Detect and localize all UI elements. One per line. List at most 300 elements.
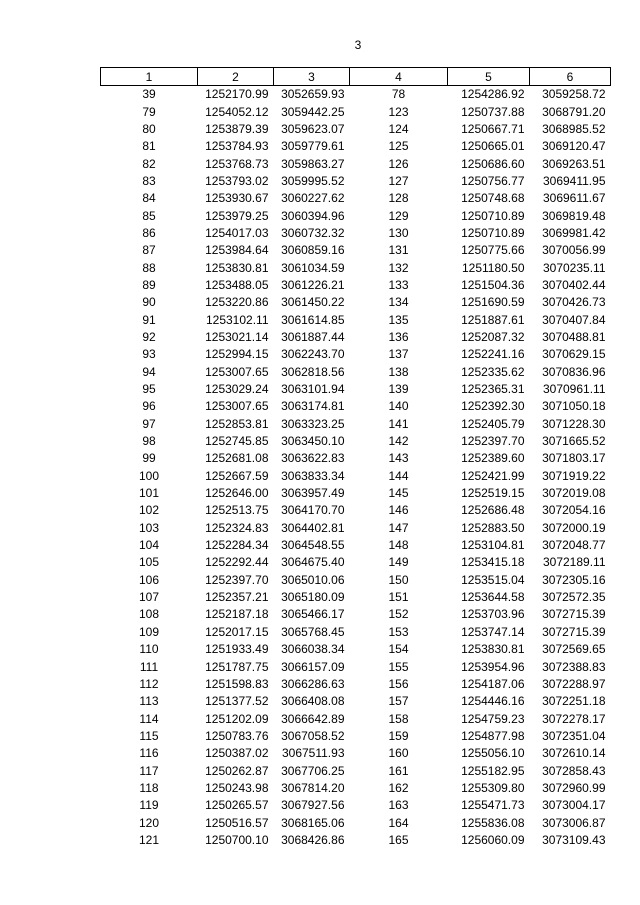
table-cell: 3066642.89 (281, 711, 345, 726)
table-cell: 112 (139, 676, 159, 691)
table-cell: 100 (138, 468, 160, 483)
table-cell: 1250710.89 (461, 225, 525, 240)
table-cell: 1250262.87 (205, 763, 269, 778)
table-cell: 3067058.52 (281, 728, 345, 743)
table-cell: 3072715.39 (542, 607, 606, 622)
table-cell: 3071919.22 (542, 468, 606, 483)
table-cell: 3070961.11 (542, 382, 606, 397)
table-cell: 136 (388, 329, 409, 344)
table-row (101, 173, 611, 190)
table-cell: 145 (388, 486, 409, 501)
table-cell: 1252994.15 (205, 347, 269, 362)
table-cell: 3071803.17 (542, 451, 606, 466)
table-cell: 162 (388, 780, 409, 795)
table-cell: 1251690.59 (461, 295, 525, 310)
table-cell: 128 (388, 191, 409, 206)
table-cell: 90 (142, 295, 156, 310)
table-row (101, 381, 611, 398)
table-cell: 1253029.24 (205, 382, 269, 397)
table-row (101, 121, 611, 138)
column-header: 6 (530, 68, 611, 86)
table-cell: 3073004.17 (542, 798, 606, 813)
table-cell: 1252389.60 (461, 451, 525, 466)
table-cell: 78 (391, 87, 406, 102)
table-cell: 3063174.81 (281, 399, 345, 414)
table-row (101, 762, 611, 779)
table-cell: 165 (388, 832, 409, 847)
table-cell: 3070426.73 (542, 295, 606, 310)
table-cell: 131 (388, 243, 409, 258)
table-cell: 110 (139, 642, 159, 657)
table-cell: 3059442.25 (281, 104, 345, 119)
table-cell: 1252392.30 (461, 399, 525, 414)
table-cell: 126 (388, 156, 409, 171)
table-cell: 3068791.20 (542, 104, 606, 119)
table-cell: 3061614.85 (281, 312, 345, 327)
table-cell: 1253007.65 (205, 364, 269, 379)
table-cell: 1252681.08 (205, 451, 269, 466)
table-cell: 1253021.14 (205, 329, 269, 344)
table-cell: 143 (388, 451, 409, 466)
table-cell: 1252646.00 (205, 486, 269, 501)
table-row (101, 624, 611, 641)
table-cell: 1254017.03 (205, 225, 269, 240)
table-cell: 3068165.06 (281, 815, 345, 830)
table-cell: 95 (142, 382, 156, 397)
table-cell: 160 (388, 746, 409, 761)
table-cell: 1253104.81 (461, 538, 525, 553)
table-cell: 3064548.55 (281, 538, 345, 553)
table-cell: 1250710.89 (461, 208, 525, 223)
table-cell: 3059623.07 (281, 121, 345, 136)
table-cell: 111 (139, 659, 159, 674)
table-cell: 3060732.32 (281, 225, 345, 240)
table-cell: 86 (142, 225, 156, 240)
table-cell: 1252397.70 (205, 572, 269, 587)
column-header: 3 (274, 68, 350, 86)
table-cell: 155 (388, 659, 409, 674)
table-cell: 1253979.25 (205, 208, 269, 223)
table-cell: 1253703.96 (461, 607, 525, 622)
table-cell: 3059779.61 (281, 139, 345, 154)
table-cell: 3069819.48 (542, 208, 606, 223)
table-cell: 3060859.16 (281, 243, 345, 258)
table-row (101, 294, 611, 311)
table-cell: 1253488.05 (205, 277, 269, 292)
table-cell: 3067814.20 (281, 780, 345, 795)
table-cell: 3061226.21 (281, 277, 345, 292)
table-cell: 1250748.68 (461, 191, 525, 206)
table-cell: 1253830.81 (205, 260, 269, 275)
table-cell: 1252292.44 (205, 555, 269, 570)
table-cell: 3072388.83 (542, 659, 606, 674)
table-cell: 3059863.27 (281, 156, 345, 171)
table-cell: 1253747.14 (461, 624, 525, 639)
table-row (101, 103, 611, 120)
table-row (101, 641, 611, 658)
table-cell: 3072715.39 (542, 624, 606, 639)
table-cell: 1253515.04 (461, 572, 525, 587)
table-row (101, 329, 611, 346)
table-cell: 3069611.67 (542, 191, 606, 206)
table-cell: 153 (388, 624, 409, 639)
table-cell: 3066157.09 (281, 659, 345, 674)
table-cell: 1252745.85 (205, 434, 269, 449)
table-cell: 104 (138, 538, 160, 553)
table-row (101, 745, 611, 762)
column-header: 2 (198, 68, 274, 86)
table-row (101, 572, 611, 589)
table-cell: 3059995.52 (281, 173, 345, 188)
table-row (101, 520, 611, 537)
table-cell: 1251202.09 (205, 711, 269, 726)
table-cell: 1253102.11 (205, 312, 269, 327)
table-cell: 1255182.95 (461, 763, 525, 778)
table-row (101, 346, 611, 363)
table-cell: 132 (388, 260, 409, 275)
table-cell: 79 (142, 104, 156, 119)
table-cell: 148 (388, 538, 409, 553)
table-cell: 97 (142, 416, 156, 431)
table-cell: 1252357.21 (205, 590, 269, 605)
table-cell: 158 (388, 711, 409, 726)
table-cell: 3067511.93 (281, 746, 345, 761)
coordinates-table (100, 67, 611, 849)
table-cell: 1250665.01 (461, 139, 525, 154)
table-cell: 3072858.43 (542, 763, 606, 778)
table-cell: 3072305.16 (542, 572, 606, 587)
table-cell: 3069263.51 (542, 156, 606, 171)
table-cell: 156 (388, 676, 409, 691)
table-cell: 1252284.34 (205, 538, 269, 553)
table-cell: 3064170.70 (281, 503, 345, 518)
table-cell: 1250700.10 (205, 832, 269, 847)
table-cell: 3072278.17 (542, 711, 606, 726)
table-cell: 149 (388, 555, 409, 570)
column-header: 1 (101, 68, 198, 86)
table-cell: 1252883.50 (461, 520, 525, 535)
table-cell: 114 (139, 711, 159, 726)
table-cell: 150 (388, 572, 409, 587)
table-cell: 1252170.99 (205, 87, 269, 102)
table-cell: 3062818.56 (281, 364, 345, 379)
table-cell: 141 (388, 416, 409, 431)
table-cell: 3065466.17 (281, 607, 345, 622)
table-cell: 1251933.49 (205, 642, 269, 657)
table-cell: 1254759.23 (461, 711, 525, 726)
table-row (101, 433, 611, 450)
table-cell: 3065180.09 (281, 590, 345, 605)
table-cell: 3065010.06 (281, 572, 345, 587)
table-cell: 102 (138, 503, 160, 518)
table-row (101, 832, 611, 849)
table-cell: 3063833.34 (281, 468, 345, 483)
table-cell: 161 (388, 763, 409, 778)
table-cell: 1250775.66 (461, 243, 525, 258)
table-cell: 1251377.52 (205, 694, 269, 709)
table-row (101, 814, 611, 831)
table-cell: 1252397.70 (461, 434, 525, 449)
table-cell: 1254446.16 (461, 694, 525, 709)
table-cell: 164 (388, 815, 409, 830)
table-cell: 1253954.96 (461, 659, 525, 674)
table-row (101, 502, 611, 519)
table-cell: 1252853.81 (205, 416, 269, 431)
table-cell: 1252087.32 (461, 329, 525, 344)
table-cell: 84 (142, 191, 156, 206)
table-cell: 3072251.18 (542, 694, 606, 709)
table-cell: 3070629.15 (542, 347, 606, 362)
table-row (101, 485, 611, 502)
table-cell: 3072960.99 (542, 780, 606, 795)
table-cell: 109 (138, 624, 160, 639)
table-cell: 82 (142, 156, 156, 171)
table-cell: 157 (388, 694, 409, 709)
table-cell: 101 (138, 486, 160, 501)
table-row (101, 676, 611, 693)
table-cell: 1255309.80 (461, 780, 525, 795)
table-cell: 1255056.10 (461, 746, 525, 761)
table-cell: 1252421.99 (461, 468, 525, 483)
table-cell: 140 (388, 399, 409, 414)
table-cell: 139 (388, 382, 409, 397)
table-cell: 1254052.12 (205, 104, 269, 119)
table-cell: 1250265.57 (205, 798, 269, 813)
table-cell: 91 (142, 312, 156, 327)
table-cell: 3061450.22 (281, 295, 345, 310)
table-cell: 89 (142, 277, 156, 292)
table-cell: 138 (388, 364, 409, 379)
table-cell: 1251887.61 (461, 312, 525, 327)
table-cell: 119 (139, 798, 159, 813)
table-cell: 108 (138, 607, 160, 622)
table-cell: 3070836.96 (542, 364, 606, 379)
table-cell: 83 (142, 173, 156, 188)
table-cell: 1252405.79 (461, 416, 525, 431)
table-cell: 1254286.92 (461, 87, 525, 102)
table-cell: 1254877.98 (461, 728, 525, 743)
table-row (101, 86, 611, 104)
table-cell: 147 (388, 520, 409, 535)
table-cell: 3063323.25 (281, 416, 345, 431)
table-cell: 1251598.83 (205, 676, 269, 691)
table-row (101, 242, 611, 259)
table-cell: 1253830.81 (461, 642, 525, 657)
table-cell: 123 (388, 104, 409, 119)
table-cell: 1253984.64 (205, 243, 269, 258)
table-cell: 3060227.62 (281, 191, 345, 206)
table-cell: 3072288.97 (542, 676, 606, 691)
table-cell: 3072351.04 (542, 728, 606, 743)
table-cell: 133 (388, 277, 409, 292)
table-row (101, 190, 611, 207)
table-cell: 3072000.19 (542, 520, 606, 535)
table-cell: 134 (388, 295, 409, 310)
table-cell: 3072610.14 (542, 746, 606, 761)
table-cell: 135 (388, 312, 409, 327)
table-cell: 3070407.84 (542, 312, 606, 327)
table-row (101, 589, 611, 606)
table-cell: 3070056.99 (542, 243, 606, 258)
table-cell: 130 (388, 225, 409, 240)
table-row (101, 797, 611, 814)
table-cell: 1251787.75 (205, 659, 269, 674)
table-cell: 116 (139, 746, 159, 761)
table-cell: 113 (139, 694, 159, 709)
table-row (101, 398, 611, 415)
table-cell: 1252187.18 (205, 607, 269, 622)
table-cell: 3064402.81 (281, 520, 345, 535)
table-row (101, 780, 611, 797)
table-cell: 1250243.98 (205, 780, 269, 795)
table-cell: 3061034.59 (281, 260, 345, 275)
table-cell: 1252241.16 (461, 347, 525, 362)
table-row (101, 225, 611, 242)
table-cell: 1250387.02 (205, 746, 269, 761)
table-row (101, 364, 611, 381)
table-cell: 3063450.10 (281, 434, 345, 449)
table-cell: 105 (138, 555, 160, 570)
table-row (101, 155, 611, 172)
table-cell: 96 (142, 399, 156, 414)
table-cell: 106 (138, 572, 160, 587)
table-row (101, 554, 611, 571)
table-cell: 1253415.18 (461, 555, 525, 570)
table-cell: 1253930.67 (205, 191, 269, 206)
table-cell: 85 (142, 208, 156, 223)
table-cell: 120 (138, 815, 160, 830)
table-cell: 3071228.30 (542, 416, 606, 431)
table-cell: 103 (138, 520, 160, 535)
table-cell: 3063101.94 (281, 382, 345, 397)
table-body (101, 86, 611, 850)
table-cell: 3067927.56 (281, 798, 345, 813)
table-cell: 3070488.81 (542, 329, 606, 344)
table-cell: 3072048.77 (542, 538, 606, 553)
table-cell: 3066408.08 (281, 694, 345, 709)
table-cell: 144 (388, 468, 409, 483)
table-cell: 1253879.39 (205, 121, 269, 136)
table-row (101, 277, 611, 294)
table-cell: 1250516.57 (205, 815, 269, 830)
table-cell: 163 (388, 798, 409, 813)
table-cell: 1254187.06 (461, 676, 525, 691)
table-cell: 3072569.65 (542, 642, 606, 657)
column-header: 4 (350, 68, 448, 86)
table-cell: 107 (138, 590, 160, 605)
table-cell: 1252686.48 (461, 503, 525, 518)
table-cell: 3071665.52 (542, 434, 606, 449)
page-number: 3 (354, 38, 362, 52)
table-cell: 124 (388, 121, 409, 136)
table-cell: 3069411.95 (542, 173, 606, 188)
table-cell: 1253784.93 (205, 139, 269, 154)
table-cell: 3063957.49 (281, 486, 345, 501)
table-cell: 3068985.52 (542, 121, 606, 136)
table-row (101, 207, 611, 224)
table-cell: 159 (388, 728, 409, 743)
table-row (101, 710, 611, 727)
table-cell: 3067706.25 (281, 763, 345, 778)
table-cell: 118 (139, 780, 159, 795)
table-cell: 3070235.11 (542, 260, 606, 275)
table-row (101, 693, 611, 710)
table-cell: 3072189.11 (542, 555, 606, 570)
table-cell: 3063622.83 (281, 451, 345, 466)
table-cell: 121 (138, 832, 160, 847)
table-cell: 3066038.34 (281, 642, 345, 657)
table-row (101, 138, 611, 155)
table-cell: 3069981.42 (542, 225, 606, 240)
table-row (101, 728, 611, 745)
table-cell: 88 (142, 260, 156, 275)
table-row (101, 606, 611, 623)
table-row (101, 537, 611, 554)
table-cell: 1251180.50 (461, 260, 525, 275)
table-cell: 1255836.08 (461, 815, 525, 830)
table-cell: 1250756.77 (461, 173, 525, 188)
table-cell: 152 (388, 607, 409, 622)
table-cell: 3065768.45 (281, 624, 345, 639)
table-row (101, 259, 611, 276)
table-cell: 3070402.44 (542, 277, 606, 292)
table-cell: 1250783.76 (205, 728, 269, 743)
table-cell: 137 (388, 347, 409, 362)
table-cell: 1251504.36 (461, 277, 525, 292)
table-cell: 117 (139, 763, 159, 778)
table-cell: 1253768.73 (205, 156, 269, 171)
table-cell: 154 (388, 642, 409, 657)
table-cell: 39 (142, 87, 156, 102)
table-row (101, 468, 611, 485)
table-cell: 1252335.62 (461, 364, 525, 379)
table-cell: 1253644.58 (461, 590, 525, 605)
table-cell: 3071050.18 (542, 399, 606, 414)
table-cell: 3064675.40 (281, 555, 345, 570)
table-cell: 3072019.08 (542, 486, 606, 501)
table-cell: 98 (142, 434, 156, 449)
table-cell: 1256060.09 (461, 832, 525, 847)
table-cell: 3060394.96 (281, 208, 345, 223)
table-row (101, 416, 611, 433)
table-row (101, 311, 611, 328)
table-cell: 1252667.59 (205, 468, 269, 483)
table-cell: 129 (388, 208, 409, 223)
table-cell: 3066286.63 (281, 676, 345, 691)
table-cell: 92 (142, 329, 156, 344)
table-cell: 1252017.15 (205, 624, 269, 639)
table-cell: 3059258.72 (542, 87, 606, 102)
table-cell: 1252519.15 (461, 486, 525, 501)
table-cell: 3052659.93 (281, 87, 345, 102)
table-cell: 94 (142, 364, 156, 379)
table-cell: 1253793.02 (205, 173, 269, 188)
table-cell: 1250737.88 (461, 104, 525, 119)
table-cell: 81 (142, 139, 156, 154)
table-cell: 3062243.70 (281, 347, 345, 362)
table-cell: 1250667.71 (461, 121, 525, 136)
table-cell: 93 (142, 347, 156, 362)
table-cell: 3068426.86 (281, 832, 345, 847)
table-cell: 3069120.47 (542, 139, 606, 154)
table-cell: 87 (142, 243, 156, 258)
table-cell: 3073006.87 (542, 815, 606, 830)
table-cell: 80 (142, 121, 156, 136)
table-cell: 1255471.73 (461, 798, 525, 813)
table-cell: 1252324.83 (205, 520, 269, 535)
table-cell: 142 (388, 434, 409, 449)
column-header: 5 (448, 68, 530, 86)
